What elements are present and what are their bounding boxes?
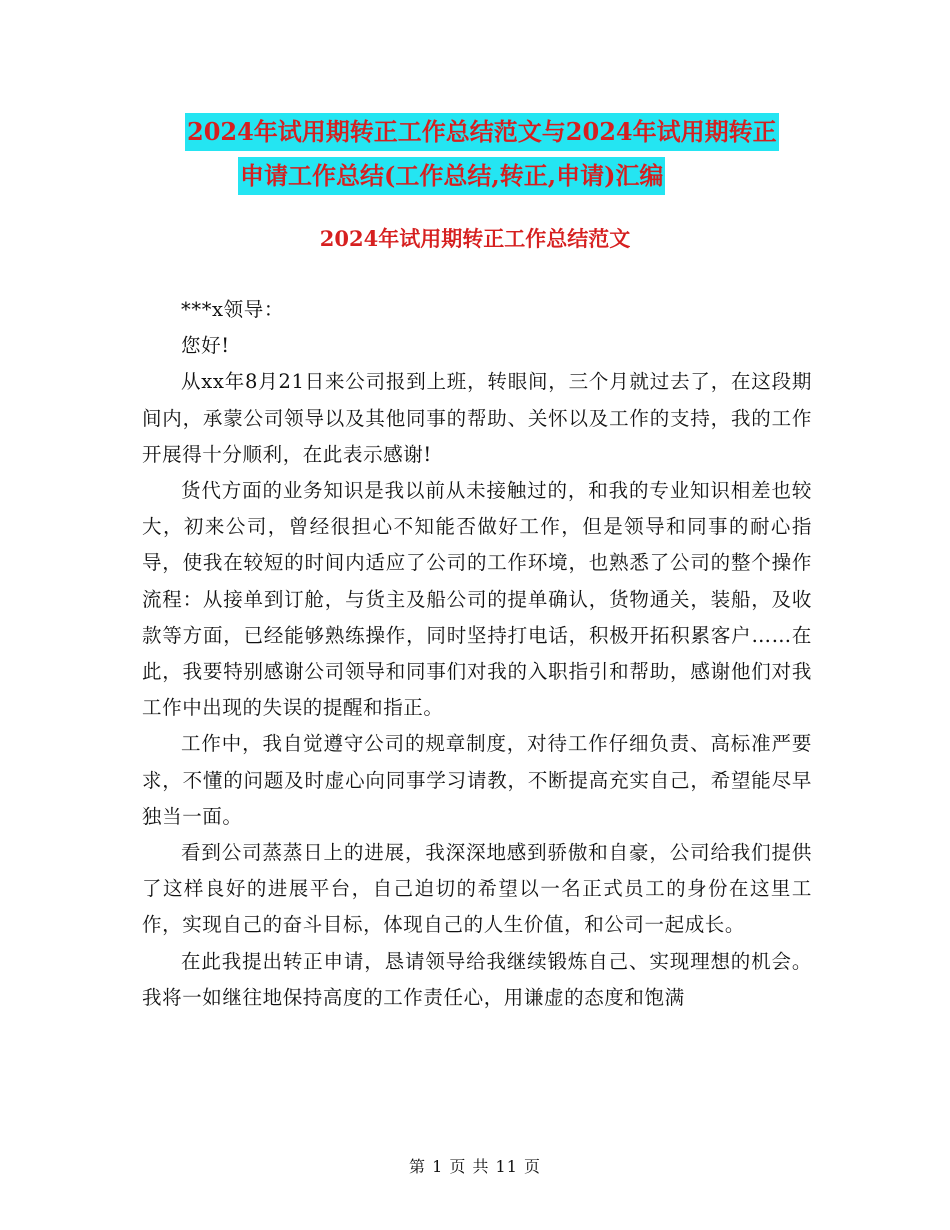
- body-paragraph: 从xx年8月21日来公司报到上班，转眼间，三个月就过去了，在这段期间内，承蒙公司领导以及其他同事的帮助、关怀以及工作的支持，我的工作开展得十分顺利，在此表示感谢!: [142, 370, 812, 466]
- document-title-line-1: 2024年试用期转正工作总结范文与2024年试用期转正: [185, 113, 779, 151]
- greeting: 您好!: [181, 334, 230, 358]
- body-paragraph: 在此我提出转正申请，恳请领导给我继续锻炼自己、实现理想的机会。我将一如继往地保持高度的工作责任心，用谦虚的态度和饱满: [142, 949, 812, 1009]
- document-title-line-2: 申请工作总结(工作总结,转正,申请)汇编: [238, 157, 665, 195]
- body-paragraph: 看到公司蒸蒸日上的进展，我深深地感到骄傲和自豪，公司给我们提供了这样良好的进展平台，自己迫切的希望以一名正式员工的身份在这里工作，实现自己的奋斗目标，体现自己的人生价值，和公司一起成长。: [142, 841, 812, 937]
- body-paragraph: 工作中，我自觉遵守公司的规章制度，对待工作仔细负责、高标准严要求，不懂的问题及时虚心向同事学习请教，不断提高充实自己，希望能尽早独当一面。: [142, 732, 812, 828]
- salutation: ***x领导：: [181, 298, 284, 321]
- page-number-footer: 第 1 页 共 11 页: [409, 1157, 541, 1176]
- section-heading: 2024年试用期转正工作总结范文: [319, 226, 631, 251]
- body-paragraph: 货代方面的业务知识是我以前从未接触过的，和我的专业知识相差也较大，初来公司，曾经很担心不知能否做好工作，但是领导和同事的耐心指导，使我在较短的时间内适应了公司的工作环境，也熟悉了公司的整个操作流程：从接单到订舱，与货主及船公司的提单确认，货物通关，装船，及收款等方面，已经能够熟练操作，同时坚持打电话，积极开拓积累客户……在此，我要特别感谢公司领导和同事们对我的入职指引和帮助，感谢他们对我工作中出现的失误的提醒和指正。: [142, 479, 812, 720]
- document-body: [142, 292, 812, 1016]
